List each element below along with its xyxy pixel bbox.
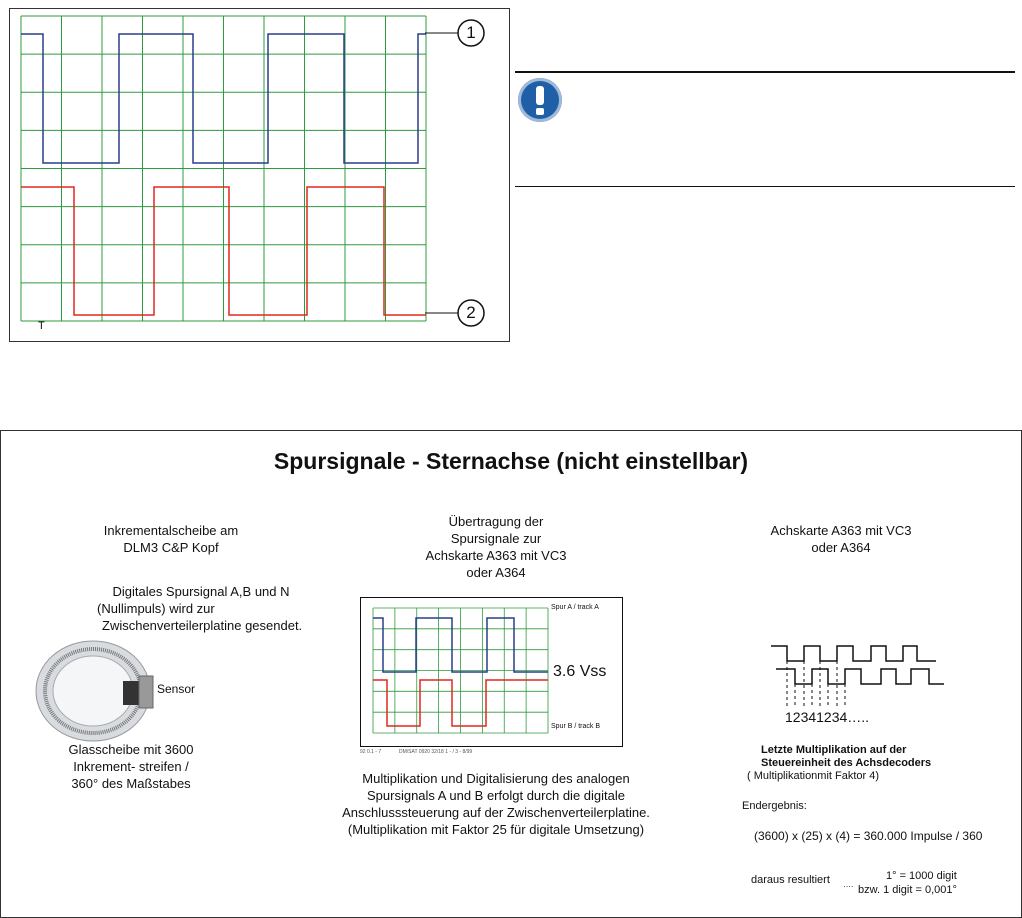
callout-2-label: 2 [466,303,476,322]
middle-heading: Achskarte A363 mit VC3 [425,548,567,563]
middle-desc: Anschlusssteuerung auf der Zwischenverteilerplatine. [342,805,650,820]
right-heading: oder A364 [811,540,871,555]
left-heading: DLM3 C&P Kopf [123,540,219,555]
middle-desc: (Multiplikation mit Faktor 25 für digitale Umsetzung) [347,822,645,837]
left-desc: Zwischenverteilerplatine gesendet. [102,618,303,633]
formula: (3600) x (25) x (4) = 360.000 Impulse / 360 [754,829,983,843]
scope-footer: DM/SAT 0920 32/18 1 - / 3 - 8/99 [399,749,473,755]
disc-caption: Inkrement- streifen / [73,759,189,774]
panel-title: Spursignale - Sternachse (nicht einstellbar) [273,448,749,474]
exclamation-circle-icon [518,78,562,122]
decoder-note: Steuereinheit des Achsdecoders [761,757,932,769]
middle-heading: Übertragung der [448,514,544,529]
track-a-label: Spur A / track A [551,604,599,611]
glass-disc-image [31,636,171,746]
result-label: Endergebnis: [742,800,807,812]
degree-result: 1° = 1000 digit [886,870,957,882]
left-heading: Inkrementalscheibe am [103,523,239,538]
left-desc: (Nullimpuls) wird zur [97,601,215,616]
mini-oscilloscope [360,597,623,747]
pulse-diagram [771,641,951,711]
callout-1-label: 1 [466,23,476,42]
middle-heading: Spursignale zur [450,531,542,546]
middle-heading: oder A364 [466,565,526,580]
factor-note: ( Multiplikationmit Faktor 4) [747,770,880,782]
ground-label: T [38,320,45,332]
result-dots: …. [843,880,854,889]
result-text: daraus resultiert [751,874,830,886]
signal-panel [0,430,1022,918]
middle-desc: Multiplikation und Digitalisierung des analogen [362,771,630,786]
disc-caption: Glasscheibe mit 3600 [68,742,194,757]
decoder-note: Letzte Multiplikation auf der [761,744,907,756]
middle-desc: Spursignals A und B erfolgt durch die digitale [366,788,625,803]
sensor-label: Sensor [157,682,196,696]
digit-result: bzw. 1 digit = 0,001° [858,884,957,896]
notice-top-rule [515,71,1015,73]
notice-bottom-rule [515,186,1015,187]
callouts [420,15,500,335]
right-heading: Achskarte A363 mit VC3 [770,523,912,538]
scope-footer: 92 0.1 - 7 [360,749,382,755]
left-desc: Digitales Spursignal A,B und N [112,584,290,599]
track-b-label: Spur B / track B [551,723,601,730]
count-label: 12341234….. [785,709,870,725]
disc-caption: 360° des Maßstabes [71,776,191,791]
voltage-label: 3.6 Vss [553,663,607,680]
